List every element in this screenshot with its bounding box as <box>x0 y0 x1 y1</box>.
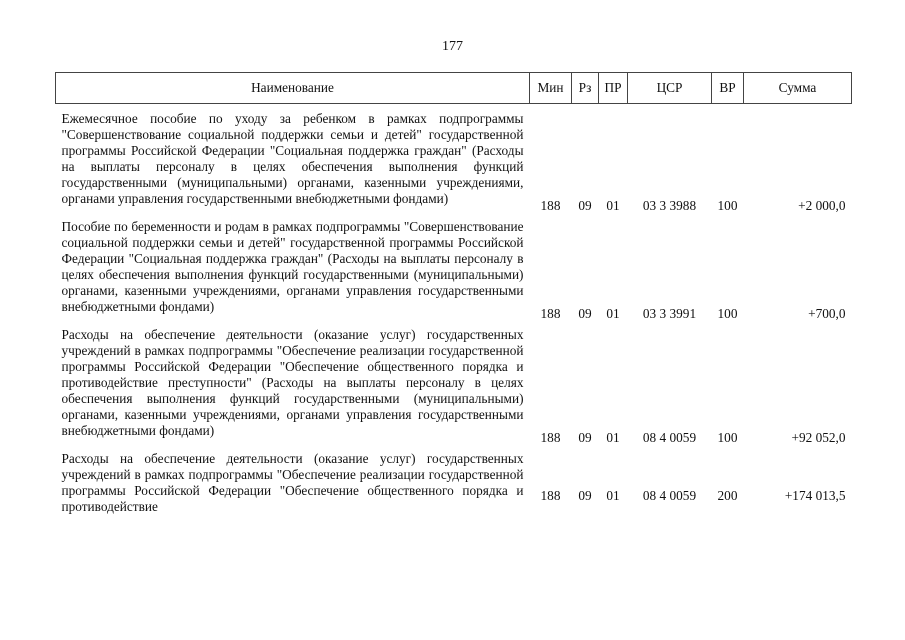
budget-table <box>55 72 852 522</box>
row-rz: 09 <box>578 306 592 321</box>
header-csr: ЦСР <box>628 73 712 104</box>
row-name: Ежемесячное пособие по уходу за ребенком в рамках подпрограммы "Совершенствование социальной поддержки семьи и детей" государственной программы Российской Федерации "Социальная поддержка граждан" (Расходы на выплаты персоналу в целях обеспечения выполнения функций государственными (муниципальными) органами, казенными учреждениями, органами управления государственными внебюджетными фондами) <box>61 111 524 206</box>
row-csr: 03 3 3988 <box>642 198 697 213</box>
row-pr: 01 <box>606 430 620 445</box>
row-sum: +174 013,5 <box>784 488 846 503</box>
table-row <box>56 104 852 215</box>
page-number: 177 <box>442 39 463 54</box>
row-pr: 01 <box>606 198 620 213</box>
header-vr: ВР <box>712 73 744 104</box>
table-row <box>56 446 852 522</box>
row-rz: 09 <box>578 198 592 213</box>
row-sum: +700,0 <box>808 306 846 321</box>
row-name: Расходы на обеспечение деятельности (оказание услуг) государственных учреждений в рамках подпрограммы "Обеспечение реализации государственной программы Российской Федерации "Обеспечение общественного порядка и противодействие преступности" (Расходы на выплаты персоналу в целях обеспечения выполнения функций государственными (муниципальными) органами, казенными учреждениями, органами управления государственными внебюджетными фондами) <box>61 327 524 438</box>
row-pr: 01 <box>606 488 620 503</box>
row-name: Пособие по беременности и родам в рамках подпрограммы "Совершенствование социальной поддержки семьи и детей" государственной программы Российской Федерации "Социальная поддержка граждан" (Расходы на выплаты персоналу в целях обеспечения выполнения функций государственными (муниципальными) органами, казенными учреждениями, органами управления государственными внебюджетными фондами) <box>61 219 524 314</box>
row-vr: 100 <box>717 198 738 213</box>
header-rz: Рз <box>572 73 599 104</box>
row-vr: 100 <box>717 430 738 445</box>
row-min: 188 <box>540 198 561 213</box>
row-rz: 09 <box>578 430 592 445</box>
row-vr: 200 <box>717 488 738 503</box>
header-pr: ПР <box>599 73 628 104</box>
row-min: 188 <box>540 488 561 503</box>
row-min: 188 <box>540 306 561 321</box>
table-row <box>56 322 852 446</box>
row-pr: 01 <box>606 306 620 321</box>
header-sum: Сумма <box>744 73 852 104</box>
table-header-row <box>56 73 852 104</box>
header-min: Мин <box>530 73 572 104</box>
row-min: 188 <box>540 430 561 445</box>
row-vr: 100 <box>717 306 738 321</box>
row-rz: 09 <box>578 488 592 503</box>
row-csr: 03 3 3991 <box>642 306 697 321</box>
header-name: Наименование <box>56 73 530 104</box>
table-row <box>56 214 852 322</box>
row-sum: +2 000,0 <box>798 198 846 213</box>
row-csr: 08 4 0059 <box>642 488 697 503</box>
row-sum: +92 052,0 <box>791 430 846 445</box>
row-csr: 08 4 0059 <box>642 430 697 445</box>
row-name: Расходы на обеспечение деятельности (оказание услуг) государственных учреждений в рамках подпрограммы "Обеспечение реализации государственной программы Российской Федерации "Обеспечение общественного порядка и противодействие <box>61 451 524 514</box>
